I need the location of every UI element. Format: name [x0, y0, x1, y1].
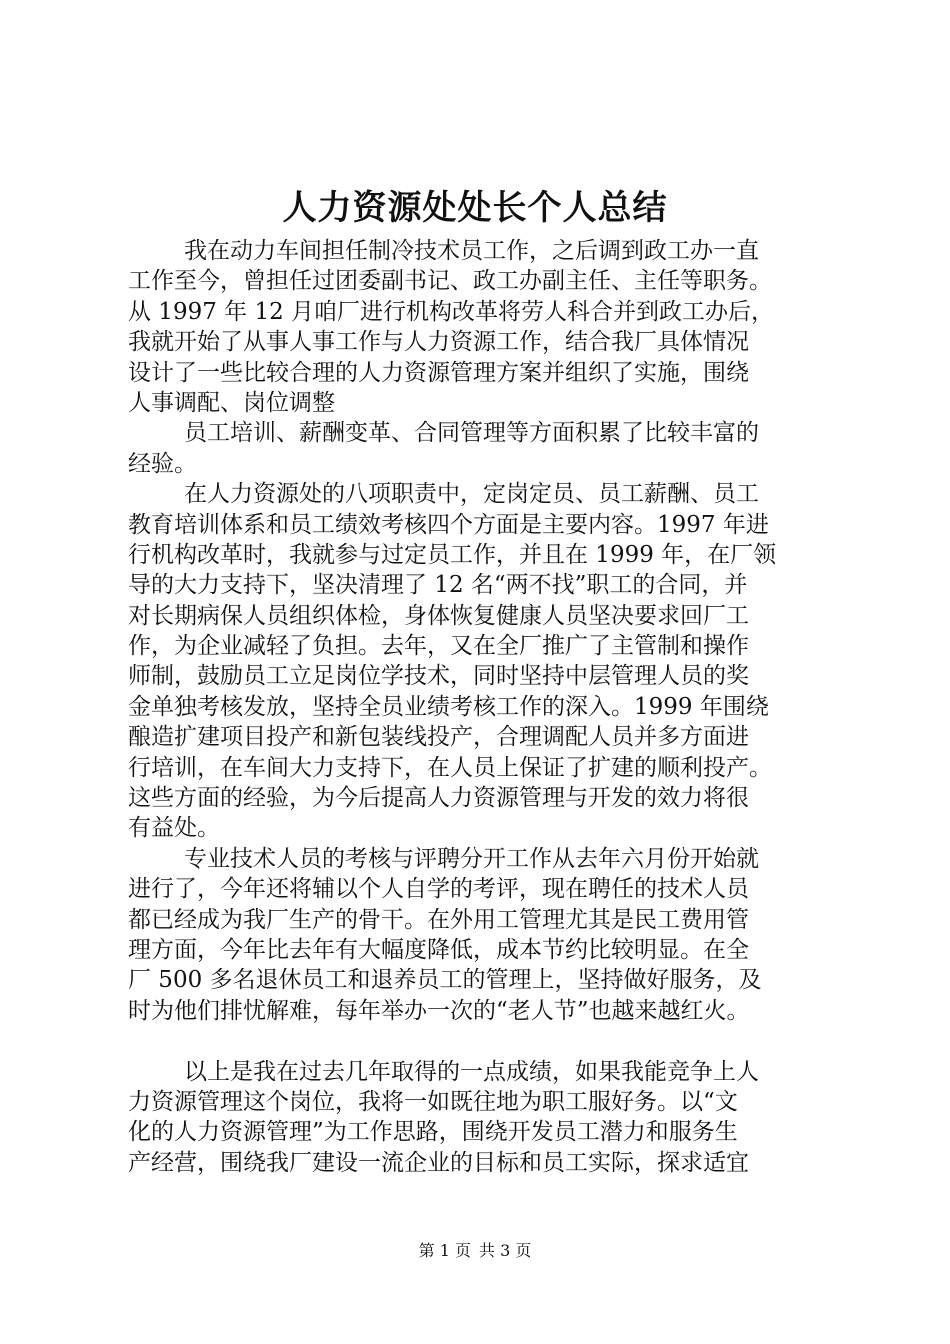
text-line: 厂 500 多名退休员工和退养员工的管理上，坚持做好服务，及 [128, 967, 762, 994]
text-line: 有益处。 [128, 815, 220, 842]
page-count: 共 3 页 [479, 1241, 532, 1260]
text-line: 酿造扩建项目投产和新包装线投产，合理调配人员并多方面进 [128, 724, 749, 751]
page-number: 第 1 页 [418, 1241, 471, 1260]
text-line: 在人力资源处的八项职责中，定岗定员、员工薪酬、员工 [184, 481, 759, 508]
text-line: 教育培训体系和员工绩效考核四个方面是主要内容。1997 年进 [128, 511, 769, 538]
text-line: 力资源管理这个岗位，我将一如既往地为职工服好务。以“文 [128, 1088, 738, 1115]
text-line: 行培训，在车间大力支持下，在人员上保证了扩建的顺利投产。 [128, 754, 772, 781]
text-line: 行机构改革时，我就参与过定员工作，并且在 1999 年，在厂领 [128, 541, 777, 568]
text-line: 人事调配、岗位调整 [128, 389, 335, 416]
text-line: 我在动力车间担任制冷技术员工作，之后调到政工办一直 [184, 238, 759, 264]
text-line: 设计了一些比较合理的人力资源管理方案并组织了实施，围绕 [128, 359, 749, 386]
text-line: 专业技术人员的考核与评聘分开工作从去年六月份开始就 [184, 845, 759, 872]
text-line: 金单独考核发放，坚持全员业绩考核工作的深入。1999 年围绕 [128, 693, 769, 720]
text-line: 这些方面的经验，为今后提高人力资源管理与开发的效力将很 [128, 785, 749, 812]
text-line: 对长期病保人员组织体检，身体恢复健康人员坚决要求回厂工 [128, 602, 749, 629]
text-line: 化的人力资源管理”为工作思路，围绕开发员工潜力和服务生 [128, 1119, 738, 1146]
text-line: 导的大力支持下，坚决清理了 12 名“两不找”职工的合同，并 [128, 572, 748, 599]
blank-line [128, 1026, 840, 1056]
text-line: 经验。 [128, 450, 197, 477]
text-line: 时为他们排忧解难，每年举办一次的“老人节”也越来越红火。 [128, 997, 750, 1024]
document-body [128, 236, 840, 1178]
text-line: 员工培训、薪酬变革、合同管理等方面积累了比较丰富的 [184, 420, 759, 447]
text-line: 作，为企业减轻了负担。去年，又在全厂推广了主管制和操作 [128, 633, 749, 660]
text-line: 工作至今，曾担任过团委副书记、政工办副主任、主任等职务。 [128, 268, 772, 295]
text-line: 进行了，今年还将辅以个人自学的考评，现在聘任的技术人员 [128, 876, 749, 903]
text-line: 产经营，围绕我厂建设一流企业的目标和员工实际，探求适宜 [128, 1149, 749, 1176]
text-line: 我就开始了从事人事工作与人力资源工作，结合我厂具体情况 [128, 329, 749, 356]
document-title: 人力资源处处长个人总结 [282, 188, 668, 228]
text-line: 以上是我在过去几年取得的一点成绩，如果我能竞争上人 [184, 1058, 759, 1085]
text-line: 师制，鼓励员工立足岗位学技术，同时坚持中层管理人员的奖 [128, 663, 749, 690]
text-line: 理方面，今年比去年有大幅度降低，成本节约比较明显。在全 [128, 936, 749, 963]
text-line: 从 1997 年 12 月咱厂进行机构改革将劳人科合并到政工办后， [128, 298, 775, 325]
text-line: 都已经成为我厂生产的骨干。在外用工管理尤其是民工费用管 [128, 906, 749, 933]
page-footer [0, 1240, 950, 1262]
